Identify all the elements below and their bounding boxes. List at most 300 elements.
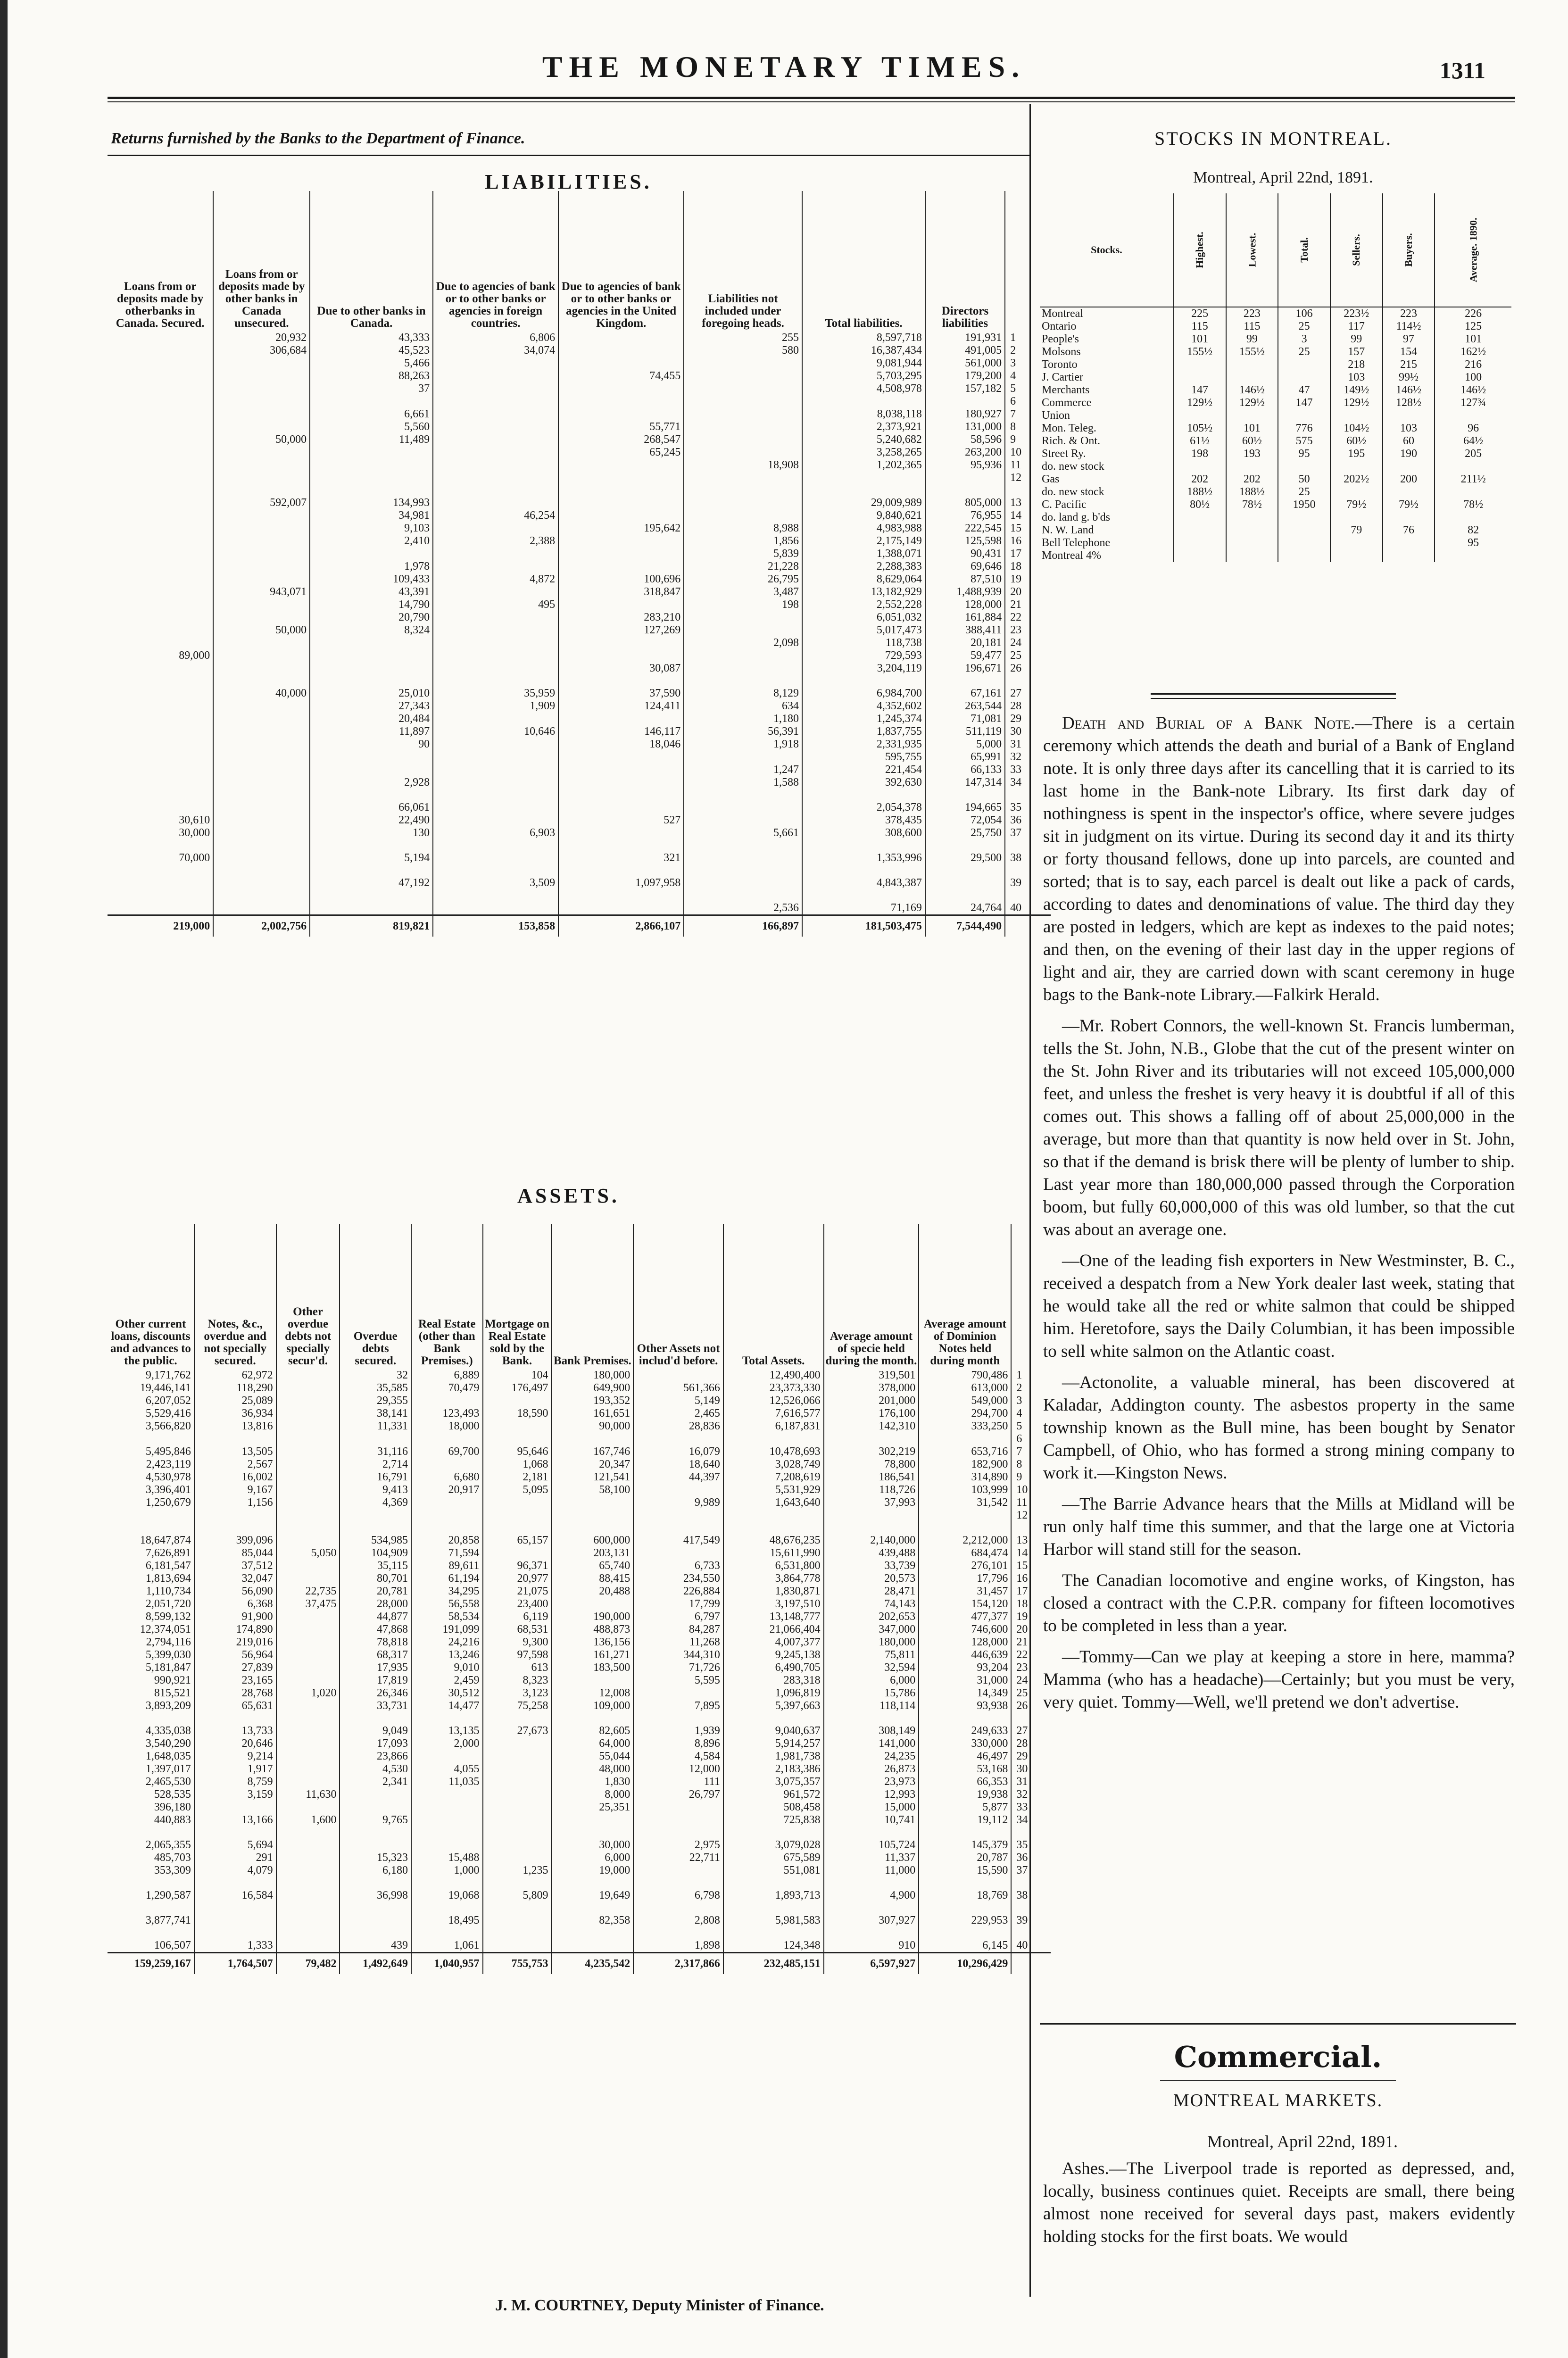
table-cell xyxy=(433,738,558,751)
table-cell: 23,866 xyxy=(340,1750,411,1763)
spacer-cell xyxy=(411,1522,483,1534)
table-row xyxy=(108,764,1051,776)
table-cell xyxy=(433,522,558,535)
table-cell: 6,207,052 xyxy=(108,1395,194,1407)
stock-value: 215 xyxy=(1383,358,1435,371)
spacer-cell xyxy=(684,484,802,497)
table-cell: 127,269 xyxy=(558,624,684,637)
article-text: —Mr. Robert Connors, the well-known St. Francis lumberman, tells the St. John, N.B., Globe that the cut of the present winter on the St. John River and its tributaries will not exceed 105,000,000 feet, and unless the freshet is very heavy it is doubtful if all of this comes out. This shows a falling off of about 25,000,000 in the average, but more than that quantity is now held over in St. John, so that if the demand is brisk there will be plenty of lumber to ship. Last year more than 180,000,000 passed through the Corporation boom, but fully 60,000,000 of this was old lumber, so that the cut was about an average one. xyxy=(1043,1016,1515,1239)
table-cell: 20,347 xyxy=(551,1458,633,1471)
total-cell: 153,858 xyxy=(433,915,558,937)
table-cell: 18,590 xyxy=(483,1407,552,1420)
stock-value xyxy=(1226,409,1278,422)
table-cell: 8,896 xyxy=(633,1737,723,1750)
stock-value: 776 xyxy=(1278,422,1330,435)
stock-value xyxy=(1435,486,1511,498)
markets-date: Montreal, April 22nd, 1891. xyxy=(1207,2132,1398,2151)
table-cell: 19,938 xyxy=(919,1788,1011,1801)
table-row xyxy=(108,535,1051,548)
article-paragraph xyxy=(1043,1250,1515,1363)
table-cell xyxy=(551,1598,633,1611)
spacer-cell xyxy=(108,1927,194,1939)
returns-heading: Returns furnished by the Banks to the Department of Finance. xyxy=(111,130,525,147)
row-number: 6 xyxy=(1016,1433,1022,1445)
table-cell: 72,054 xyxy=(925,814,1005,827)
stock-name: Gas xyxy=(1040,473,1174,486)
stock-value: 202 xyxy=(1174,473,1226,486)
table-cell xyxy=(684,433,802,446)
stock-value: 146½ xyxy=(1460,384,1486,396)
row-number: 4 xyxy=(1010,370,1016,382)
table-cell: 6,180 xyxy=(340,1864,411,1877)
stock-value xyxy=(1330,409,1383,422)
table-cell: 1,898 xyxy=(633,1939,723,1953)
stock-value: 47 xyxy=(1278,384,1330,397)
table-cell xyxy=(108,877,213,889)
spacer-cell xyxy=(213,484,310,497)
table-cell: 9,214 xyxy=(194,1750,276,1763)
spacer-cell xyxy=(276,1877,340,1889)
table-cell xyxy=(213,459,310,472)
table-cell xyxy=(108,687,213,700)
stock-value xyxy=(1383,460,1435,473)
table-cell: 1,939 xyxy=(633,1725,723,1737)
table-cell xyxy=(310,459,433,472)
section-rule-thin xyxy=(1151,698,1396,699)
stock-value: 115 xyxy=(1174,320,1226,333)
stock-value xyxy=(1278,409,1330,422)
table-row xyxy=(108,1839,1051,1852)
table-cell xyxy=(213,598,310,611)
table-cell xyxy=(558,637,684,649)
table-cell: 5,529,416 xyxy=(108,1407,194,1420)
table-cell: 6,733 xyxy=(633,1560,723,1572)
table-cell xyxy=(108,1509,194,1522)
table-cell: 23,400 xyxy=(483,1598,552,1611)
table-cell xyxy=(213,522,310,535)
stock-row xyxy=(1040,498,1511,511)
table-cell xyxy=(684,877,802,889)
table-cell: 14,477 xyxy=(411,1700,483,1712)
table-cell: 2,098 xyxy=(684,637,802,649)
total-cell: 2,317,866 xyxy=(633,1953,723,1975)
table-cell xyxy=(483,1776,552,1788)
table-cell: 2,183,386 xyxy=(723,1763,824,1776)
stock-value: 125 xyxy=(1465,320,1482,332)
commercial-underline xyxy=(1160,2080,1396,2081)
table-spacer-row xyxy=(108,789,1051,801)
table-cell: 65,991 xyxy=(925,751,1005,764)
stock-row xyxy=(1040,537,1511,549)
row-number: 21 xyxy=(1010,598,1022,611)
table-cell: 1,388,071 xyxy=(802,548,925,560)
table-row xyxy=(108,1852,1051,1864)
spacer-cell xyxy=(483,1877,552,1889)
table-cell: 186,541 xyxy=(824,1471,919,1484)
table-cell: 104,909 xyxy=(340,1547,411,1560)
total-cell: 181,503,475 xyxy=(802,915,925,937)
table-row xyxy=(108,852,1051,864)
table-cell: 118,726 xyxy=(824,1484,919,1496)
stock-value: 79 xyxy=(1330,524,1383,537)
spacer-cell xyxy=(433,864,558,877)
table-cell: 8,988 xyxy=(684,522,802,535)
table-cell: 36,998 xyxy=(340,1889,411,1902)
table-cell: 3,864,778 xyxy=(723,1572,824,1585)
table-cell: 321 xyxy=(558,852,684,864)
table-row xyxy=(108,1725,1051,1737)
spacer-cell xyxy=(108,1827,194,1839)
stock-value: 195 xyxy=(1330,448,1383,460)
table-cell: 65,157 xyxy=(483,1534,552,1547)
table-row xyxy=(108,586,1051,598)
row-number: 15 xyxy=(1016,1560,1028,1572)
article-paragraph xyxy=(1043,712,1515,1006)
table-row xyxy=(108,1445,1051,1458)
table-cell: 56,558 xyxy=(411,1598,483,1611)
table-cell: 93,204 xyxy=(919,1661,1011,1674)
table-cell xyxy=(340,1433,411,1445)
table-cell: 19,068 xyxy=(411,1889,483,1902)
spacer-cell xyxy=(723,1522,824,1534)
table-row xyxy=(108,624,1051,637)
table-cell xyxy=(411,1433,483,1445)
table-cell xyxy=(276,1839,340,1852)
row-number: 31 xyxy=(1010,738,1022,750)
stock-value: 155½ xyxy=(1226,346,1278,358)
table-cell: 5,181,847 xyxy=(108,1661,194,1674)
table-cell: 25,089 xyxy=(194,1395,276,1407)
table-cell: 6,680 xyxy=(411,1471,483,1484)
stocks-header-label: Lowest. xyxy=(1245,232,1258,267)
row-number: 18 xyxy=(1010,560,1022,573)
table-cell: 10,741 xyxy=(824,1814,919,1827)
table-row xyxy=(108,1750,1051,1763)
table-cell xyxy=(802,472,925,484)
table-cell: 6,798 xyxy=(633,1889,723,1902)
table-cell xyxy=(433,395,558,408)
table-cell xyxy=(276,1776,340,1788)
table-cell: 74,455 xyxy=(558,370,684,382)
assets-header-7: Other Assets not includ'd before. xyxy=(633,1224,723,1369)
table-cell: 105,724 xyxy=(824,1839,919,1852)
table-cell: 1,856 xyxy=(684,535,802,548)
stock-value: 575 xyxy=(1278,435,1330,448)
table-cell: 1,096,819 xyxy=(723,1687,824,1700)
table-cell: 307,927 xyxy=(824,1914,919,1927)
table-cell: 61,194 xyxy=(411,1572,483,1585)
table-cell: 198 xyxy=(684,598,802,611)
stock-value: 1950 xyxy=(1278,498,1330,511)
table-cell: 90 xyxy=(310,738,433,751)
table-spacer-row xyxy=(108,484,1051,497)
table-cell xyxy=(108,725,213,738)
stock-value: 61½ xyxy=(1174,435,1226,448)
stock-value xyxy=(1278,371,1330,384)
spacer-cell xyxy=(551,1712,633,1725)
spacer-cell xyxy=(276,1827,340,1839)
table-spacer-row xyxy=(108,675,1051,687)
table-cell xyxy=(276,1572,340,1585)
table-cell: 4,900 xyxy=(824,1889,919,1902)
table-cell: 5,149 xyxy=(633,1395,723,1407)
table-cell: 71,169 xyxy=(802,902,925,915)
assets-header-4: Real Estate (other than Bank Premises.) xyxy=(411,1224,483,1369)
table-cell: 96,371 xyxy=(483,1560,552,1572)
table-cell xyxy=(276,1382,340,1395)
table-cell: 25,750 xyxy=(925,827,1005,839)
table-cell: 5,000 xyxy=(925,738,1005,751)
stock-row xyxy=(1040,524,1511,537)
table-cell: 19,112 xyxy=(919,1814,1011,1827)
table-cell: 396,180 xyxy=(108,1801,194,1814)
spacer-cell xyxy=(824,1522,919,1534)
stocks-header-6 xyxy=(1435,193,1511,307)
table-cell xyxy=(194,1509,276,1522)
table-cell xyxy=(276,1534,340,1547)
table-cell xyxy=(483,1814,552,1827)
table-cell xyxy=(483,1763,552,1776)
table-cell: 28,000 xyxy=(340,1598,411,1611)
table-cell: 6,119 xyxy=(483,1611,552,1623)
spacer-cell xyxy=(310,675,433,687)
table-cell: 26,795 xyxy=(684,573,802,586)
table-cell xyxy=(433,370,558,382)
table-cell: 5,495,846 xyxy=(108,1445,194,1458)
table-cell: 20,858 xyxy=(411,1534,483,1547)
table-cell xyxy=(310,395,433,408)
table-cell: 20,488 xyxy=(551,1585,633,1598)
stock-value xyxy=(1383,549,1435,562)
table-cell: 439 xyxy=(340,1939,411,1953)
table-cell: 88,263 xyxy=(310,370,433,382)
table-cell: 653,716 xyxy=(919,1445,1011,1458)
table-cell xyxy=(919,1433,1011,1445)
table-cell xyxy=(276,1864,340,1877)
table-cell xyxy=(483,1509,552,1522)
table-cell xyxy=(633,1687,723,1700)
table-cell: 4,007,377 xyxy=(723,1636,824,1649)
table-cell xyxy=(684,852,802,864)
table-cell: 40,000 xyxy=(213,687,310,700)
table-cell xyxy=(483,1839,552,1852)
table-cell: 47,868 xyxy=(340,1623,411,1636)
assets-header-1: Notes, &c., overdue and not specially secured. xyxy=(194,1224,276,1369)
stock-name: Union xyxy=(1040,409,1174,422)
row-number: 16 xyxy=(1016,1572,1028,1585)
stock-name: Rich. & Ont. xyxy=(1040,435,1174,448)
table-cell: 24,235 xyxy=(824,1750,919,1763)
row-number: 6 xyxy=(1010,395,1016,407)
table-cell: 221,454 xyxy=(802,764,925,776)
table-cell: 58,534 xyxy=(411,1611,483,1623)
table-cell xyxy=(558,408,684,421)
table-cell xyxy=(213,421,310,433)
stock-value: 3 xyxy=(1278,333,1330,346)
table-cell: 34,295 xyxy=(411,1585,483,1598)
table-cell xyxy=(925,877,1005,889)
table-cell: 121,541 xyxy=(551,1471,633,1484)
stock-value: 25 xyxy=(1278,346,1330,358)
table-cell: 191,099 xyxy=(411,1623,483,1636)
table-cell xyxy=(433,408,558,421)
stock-value: 60 xyxy=(1383,435,1435,448)
spacer-cell xyxy=(108,889,213,902)
table-cell: 111 xyxy=(633,1776,723,1788)
table-cell xyxy=(925,472,1005,484)
table-row xyxy=(108,472,1051,484)
table-cell: 2,388 xyxy=(433,535,558,548)
table-cell: 118,290 xyxy=(194,1382,276,1395)
table-cell: 20,181 xyxy=(925,637,1005,649)
table-cell: 291 xyxy=(194,1852,276,1864)
total-cell: 10,296,429 xyxy=(919,1953,1011,1975)
table-cell: 388,411 xyxy=(925,624,1005,637)
table-cell xyxy=(684,421,802,433)
table-cell xyxy=(684,801,802,814)
table-cell: 5,839 xyxy=(684,548,802,560)
stock-value xyxy=(1330,549,1383,562)
row-number: 29 xyxy=(1016,1750,1028,1762)
table-row xyxy=(108,1914,1051,1927)
table-cell: 4,530 xyxy=(340,1763,411,1776)
liabilities-header-2: Due to other banks in Canada. xyxy=(310,191,433,332)
table-cell: 3,540,290 xyxy=(108,1737,194,1750)
table-cell: 84,287 xyxy=(633,1623,723,1636)
row-number: 27 xyxy=(1016,1725,1028,1737)
stock-value xyxy=(1226,358,1278,371)
binding-edge xyxy=(0,0,8,2358)
table-cell: 378,435 xyxy=(802,814,925,827)
table-cell: 330,000 xyxy=(919,1737,1011,1750)
table-cell: 19,000 xyxy=(551,1864,633,1877)
table-row xyxy=(108,1471,1051,1484)
table-cell: 56,391 xyxy=(684,725,802,738)
table-cell xyxy=(558,827,684,839)
liabilities-title: LIABILITIES. xyxy=(485,170,652,193)
table-cell: 4,352,602 xyxy=(802,700,925,713)
spacer-cell xyxy=(551,1827,633,1839)
table-cell: 9,413 xyxy=(340,1484,411,1496)
table-cell: 9,765 xyxy=(340,1814,411,1827)
assets-header-10: Average amount of Dominion Notes held during month xyxy=(919,1224,1011,1369)
table-cell xyxy=(276,1763,340,1776)
row-number: 37 xyxy=(1010,827,1022,839)
table-cell: 283,318 xyxy=(723,1674,824,1687)
article-paragraph xyxy=(1043,1371,1515,1485)
table-cell: 276,101 xyxy=(919,1560,1011,1572)
stock-value: 129½ xyxy=(1226,397,1278,409)
total-cell: 232,485,151 xyxy=(723,1953,824,1975)
table-cell: 990,921 xyxy=(108,1674,194,1687)
table-cell: 109,000 xyxy=(551,1700,633,1712)
stock-value xyxy=(1226,549,1278,562)
stock-row xyxy=(1040,448,1511,460)
table-cell xyxy=(310,751,433,764)
table-cell xyxy=(213,814,310,827)
table-row xyxy=(108,1509,1051,1522)
table-cell: 2,465,530 xyxy=(108,1776,194,1788)
row-number: 5 xyxy=(1010,382,1016,395)
table-cell: 28,836 xyxy=(633,1420,723,1433)
spacer-cell xyxy=(483,1712,552,1725)
table-cell: 9,300 xyxy=(483,1636,552,1649)
table-cell: 1,180 xyxy=(684,713,802,725)
table-cell xyxy=(633,1484,723,1496)
table-row xyxy=(108,357,1051,370)
table-cell xyxy=(213,902,310,915)
spacer-cell xyxy=(824,1902,919,1914)
table-cell: 2,567 xyxy=(194,1458,276,1471)
table-cell: 5,595 xyxy=(633,1674,723,1687)
table-cell: 13,246 xyxy=(411,1649,483,1661)
liabilities-header-6: Total liabilities. xyxy=(802,191,925,332)
stock-value: 99 xyxy=(1226,333,1278,346)
table-cell: 18,046 xyxy=(558,738,684,751)
table-cell: 64,000 xyxy=(551,1737,633,1750)
table-cell: 70,479 xyxy=(411,1382,483,1395)
masthead-title: THE MONETARY TIMES. xyxy=(542,50,1026,83)
table-cell: 219,016 xyxy=(194,1636,276,1649)
total-cell: 1,492,649 xyxy=(340,1953,411,1975)
row-number: 8 xyxy=(1016,1458,1022,1470)
stock-value: 198 xyxy=(1174,448,1226,460)
table-cell xyxy=(684,497,802,509)
stocks-header-2 xyxy=(1226,193,1278,307)
table-cell xyxy=(108,370,213,382)
news-articles xyxy=(1043,712,1515,2004)
table-row xyxy=(108,446,1051,459)
table-cell xyxy=(433,382,558,395)
total-cell: 159,259,167 xyxy=(108,1953,194,1975)
table-row xyxy=(108,509,1051,522)
spacer-cell xyxy=(433,484,558,497)
table-cell: 20,977 xyxy=(483,1572,552,1585)
stock-value: 188½ xyxy=(1226,486,1278,498)
stock-row xyxy=(1040,435,1511,448)
stock-value: 129½ xyxy=(1174,397,1226,409)
table-cell: 333,250 xyxy=(919,1420,1011,1433)
article-paragraph xyxy=(1043,1646,1515,1714)
table-cell: 9,171,762 xyxy=(108,1369,194,1382)
table-cell: 145,379 xyxy=(919,1839,1011,1852)
table-cell: 154,120 xyxy=(919,1598,1011,1611)
table-cell: 36,934 xyxy=(194,1407,276,1420)
stock-value: 106 xyxy=(1278,307,1330,320)
stock-value xyxy=(1278,537,1330,549)
table-cell xyxy=(108,560,213,573)
table-cell: 1,830 xyxy=(551,1776,633,1788)
table-cell: 7,208,619 xyxy=(723,1471,824,1484)
stock-value: 96 xyxy=(1468,422,1479,434)
row-number: 4 xyxy=(1016,1407,1022,1420)
total-cell: 79,482 xyxy=(276,1953,340,1975)
row-number: 18 xyxy=(1016,1598,1028,1610)
table-cell: 37,512 xyxy=(194,1560,276,1572)
table-cell: 446,639 xyxy=(919,1649,1011,1661)
stock-row xyxy=(1040,486,1511,498)
table-cell xyxy=(558,713,684,725)
row-number: 38 xyxy=(1016,1889,1028,1901)
table-cell: 729,593 xyxy=(802,649,925,662)
table-cell: 23,165 xyxy=(194,1674,276,1687)
table-cell xyxy=(108,357,213,370)
table-row xyxy=(108,382,1051,395)
stock-name: do. land g. b'ds xyxy=(1040,511,1174,524)
spacer-cell xyxy=(411,1877,483,1889)
table-cell xyxy=(483,1496,552,1509)
table-row xyxy=(108,1687,1051,1700)
